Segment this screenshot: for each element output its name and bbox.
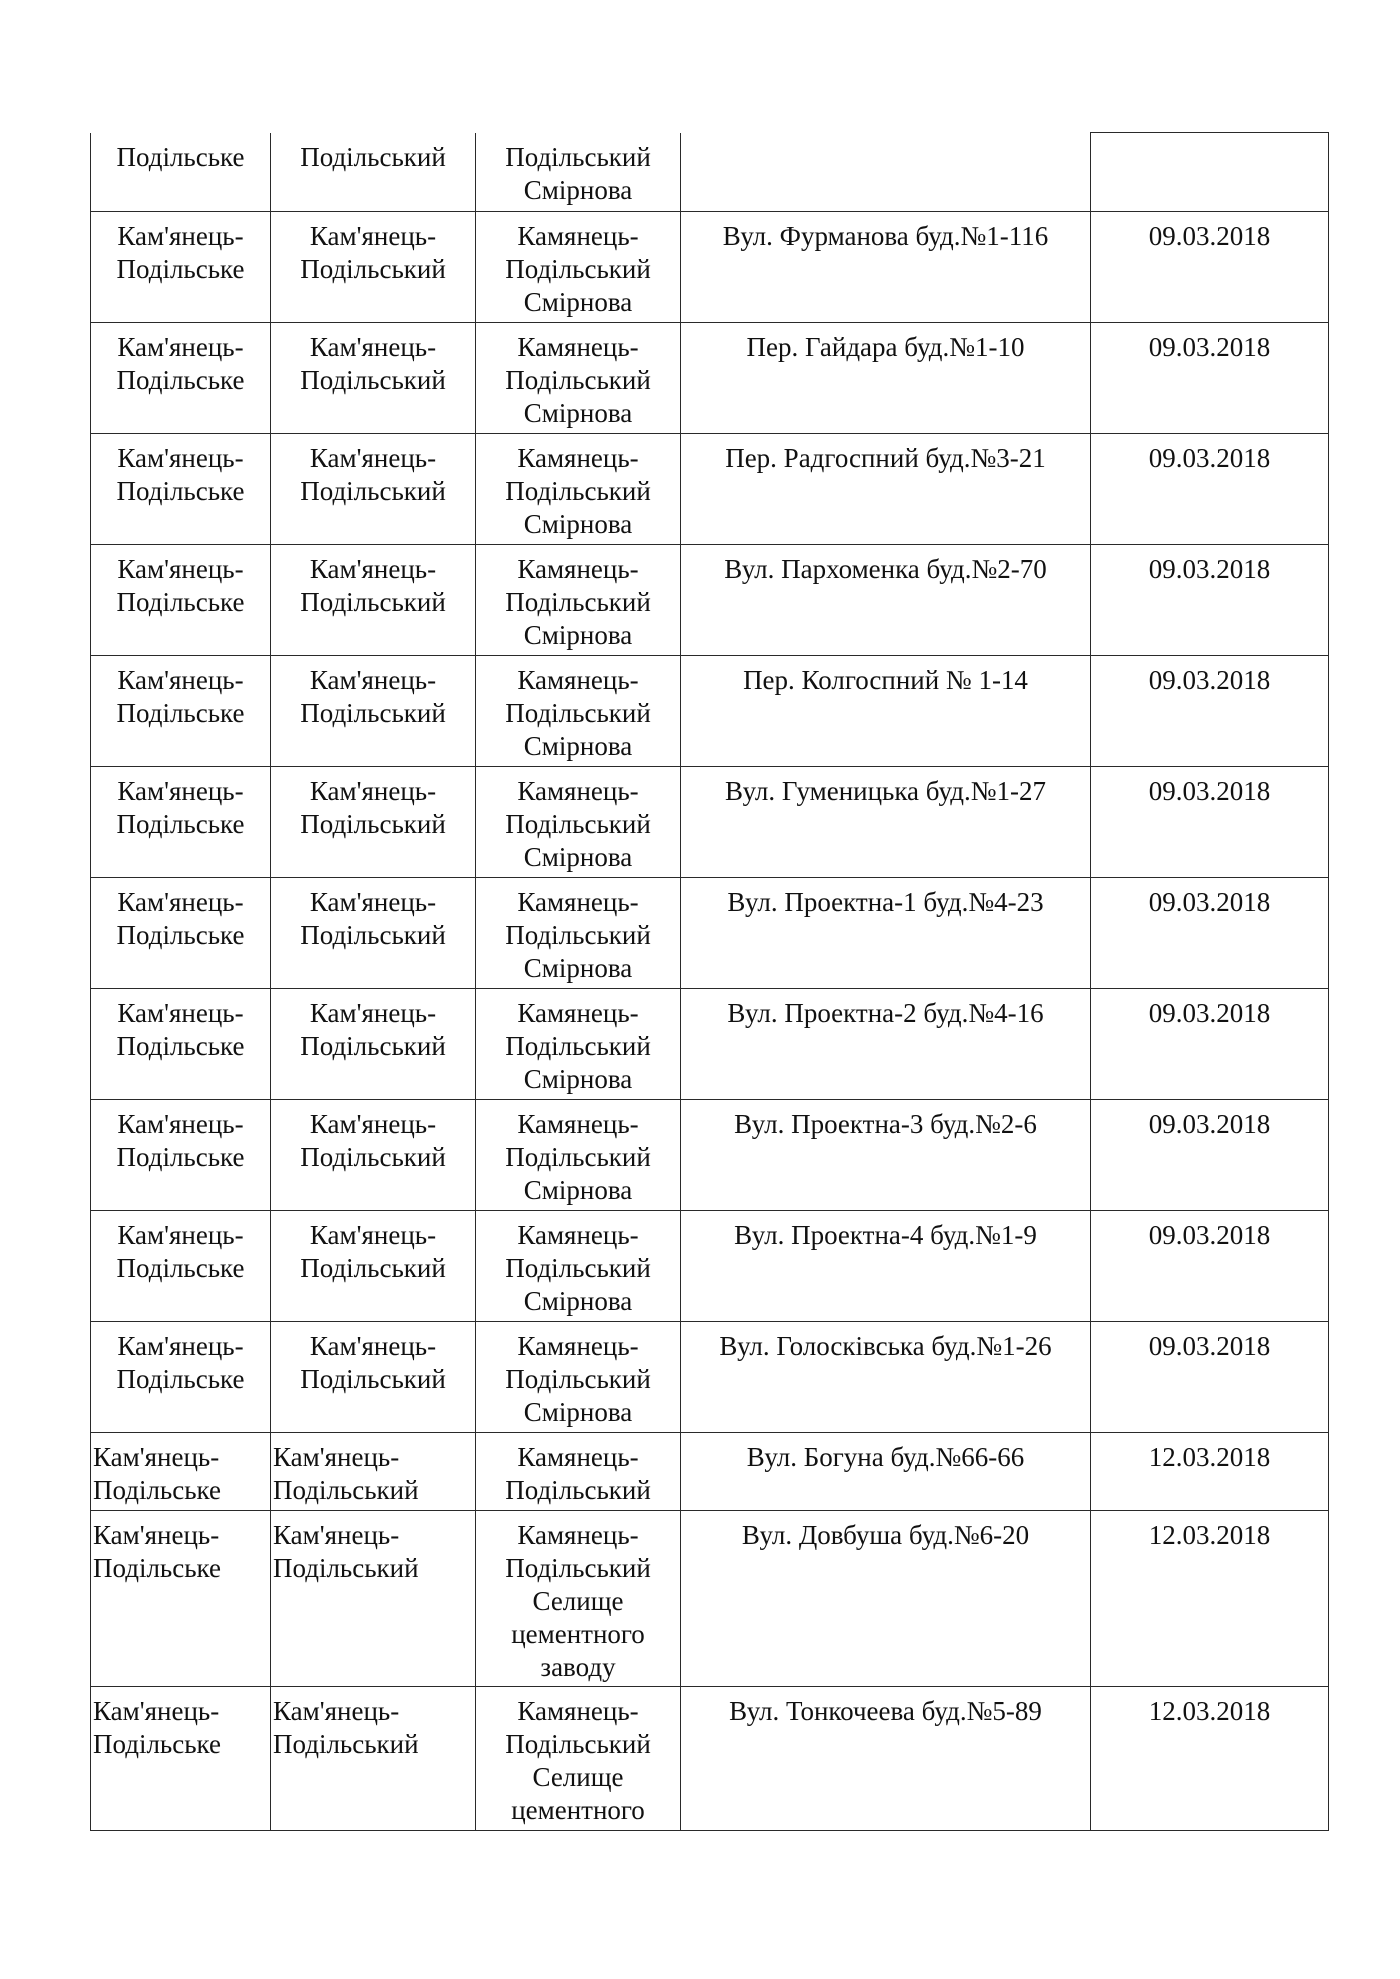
area-cell-line: Подільський — [300, 365, 446, 395]
area-cell-line: Подільський — [273, 1475, 419, 1505]
district-cell-line: Кам'янець- — [117, 332, 244, 362]
locality-cell-line: Подільський — [505, 1475, 651, 1505]
area-cell-line: Кам'янець- — [273, 1696, 400, 1726]
area-cell-line: Подільський — [300, 698, 446, 728]
district-cell-line: Подільське — [116, 365, 245, 395]
area-cell-line: Кам'янець- — [309, 443, 437, 473]
area-cell-line: Подільський — [300, 141, 446, 172]
district-cell-line: Подільське — [116, 254, 245, 284]
locality-cell-line: Камянець- — [517, 554, 639, 584]
district-cell-line: Подільське — [116, 1364, 245, 1394]
locality-cell — [476, 212, 681, 323]
address-cell: Вул. Гуменицька буд.№1-27 — [681, 767, 1091, 878]
area-cell — [271, 989, 476, 1100]
area-cell-line: Кам'янець- — [309, 1220, 437, 1250]
locality-cell — [476, 1211, 681, 1322]
locality-cell — [476, 767, 681, 878]
locality-cell — [476, 545, 681, 656]
district-cell-line: Кам'янець- — [117, 998, 244, 1028]
locality-cell-line: Камянець- — [517, 1442, 639, 1472]
area-cell — [271, 656, 476, 767]
table-row — [91, 1211, 1329, 1322]
table-body — [91, 133, 1329, 1831]
district-cell-line: Подільське — [116, 1031, 245, 1061]
locality-cell-line: Подільський — [505, 809, 651, 839]
locality-cell — [476, 878, 681, 989]
date-cell: 09.03.2018 — [1091, 545, 1329, 656]
locality-cell-line: цементного — [511, 1795, 645, 1825]
locality-cell-line: Камянець- — [517, 1696, 639, 1726]
area-cell-line: Подільський — [273, 1729, 419, 1759]
district-cell-line: Кам'янець- — [93, 1442, 220, 1472]
locality-cell-line: Камянець- — [517, 332, 639, 362]
address-cell: Вул. Голосківська буд.№1-26 — [681, 1322, 1091, 1433]
locality-cell-line: Смірнова — [523, 287, 633, 317]
locality-cell-line: Смірнова — [523, 842, 633, 872]
area-cell — [271, 1322, 476, 1433]
area-cell-line: Кам'янець- — [273, 1442, 400, 1472]
area-cell — [271, 1211, 476, 1322]
date-cell — [1091, 133, 1329, 212]
district-cell — [91, 1687, 271, 1831]
locality-cell-line: Смірнова — [523, 1286, 633, 1316]
area-cell — [271, 767, 476, 878]
date-cell: 12.03.2018 — [1091, 1433, 1329, 1511]
district-cell-line: Кам'янець- — [117, 1109, 244, 1139]
district-cell — [91, 767, 271, 878]
district-cell-line: Кам'янець- — [93, 1696, 220, 1726]
date-cell: 09.03.2018 — [1091, 1100, 1329, 1211]
district-cell — [91, 656, 271, 767]
district-cell-line: Подільське — [116, 698, 245, 728]
district-cell — [91, 1211, 271, 1322]
district-cell — [91, 434, 271, 545]
date-cell: 12.03.2018 — [1091, 1511, 1329, 1687]
date-cell: 09.03.2018 — [1091, 878, 1329, 989]
table-row — [91, 323, 1329, 434]
locality-cell-line: Смірнова — [523, 620, 633, 650]
locality-cell-line: Камянець- — [517, 221, 639, 251]
area-cell — [271, 434, 476, 545]
locality-cell-line: Камянець- — [517, 665, 639, 695]
table-row — [91, 989, 1329, 1100]
district-cell — [91, 1433, 271, 1511]
locality-cell-line: Камянець- — [517, 1109, 639, 1139]
address-cell: Вул. Проектна-1 буд.№4-23 — [681, 878, 1091, 989]
table-row — [91, 133, 1329, 212]
district-cell-line: Кам'янець- — [117, 665, 244, 695]
area-cell-line: Подільський — [300, 1142, 446, 1172]
date-cell: 09.03.2018 — [1091, 1322, 1329, 1433]
district-cell — [91, 989, 271, 1100]
address-cell — [681, 133, 1091, 212]
district-cell-line: Подільське — [93, 1553, 221, 1583]
district-cell-line: Подільське — [93, 1475, 221, 1505]
locality-cell-line: Подільський — [505, 141, 651, 172]
table-row — [91, 434, 1329, 545]
date-cell: 09.03.2018 — [1091, 656, 1329, 767]
address-cell: Вул. Фурманова буд.№1-116 — [681, 212, 1091, 323]
locality-cell — [476, 1322, 681, 1433]
area-cell-line: Кам'янець- — [309, 665, 437, 695]
table-row — [91, 1511, 1329, 1687]
locality-cell — [476, 1687, 681, 1831]
locality-cell-line: Подільський — [505, 476, 651, 506]
area-cell-line: Кам'янець- — [309, 1109, 437, 1139]
district-cell-line: Подільське — [116, 920, 245, 950]
locality-cell-line: Подільський — [505, 920, 651, 950]
locality-cell-line: Подільський — [505, 1253, 651, 1283]
locality-cell-line: Камянець- — [517, 887, 639, 917]
district-cell-line: Подільське — [93, 1729, 221, 1759]
locality-cell-line: Подільський — [505, 1553, 651, 1583]
locality-cell-line: заводу — [540, 1652, 616, 1682]
district-cell-line: Подільське — [116, 1142, 245, 1172]
locality-cell-line: Камянець- — [517, 1331, 639, 1361]
address-cell: Пер. Гайдара буд.№1-10 — [681, 323, 1091, 434]
locality-cell-line: Селище — [532, 1586, 624, 1616]
district-cell-line: Подільське — [116, 587, 245, 617]
district-cell — [91, 133, 271, 212]
area-cell-line: Подільський — [300, 1364, 446, 1394]
area-cell — [271, 1511, 476, 1687]
locality-cell — [476, 133, 681, 212]
table-row — [91, 1322, 1329, 1433]
district-cell-line: Кам'янець- — [117, 443, 244, 473]
table-row — [91, 767, 1329, 878]
district-cell-line: Кам'янець- — [93, 1520, 220, 1550]
district-cell — [91, 212, 271, 323]
locality-cell-line: Камянець- — [517, 443, 639, 473]
locality-cell-line: Смірнова — [523, 398, 633, 428]
area-cell-line: Подільський — [300, 587, 446, 617]
locality-cell-line: Смірнова — [523, 174, 633, 205]
locality-cell — [476, 323, 681, 434]
area-cell-line: Подільський — [300, 1253, 446, 1283]
locality-cell-line: Подільський — [505, 1729, 651, 1759]
area-cell-line: Подільський — [300, 254, 446, 284]
date-cell: 09.03.2018 — [1091, 212, 1329, 323]
area-cell-line: Подільський — [300, 1031, 446, 1061]
district-cell-line: Кам'янець- — [117, 776, 244, 806]
locality-cell-line: Подільський — [505, 1142, 651, 1172]
address-cell: Вул. Пархоменка буд.№2-70 — [681, 545, 1091, 656]
address-cell: Вул. Проектна-4 буд.№1-9 — [681, 1211, 1091, 1322]
address-cell: Пер. Радгоспний буд.№3-21 — [681, 434, 1091, 545]
table-row — [91, 656, 1329, 767]
address-cell: Вул. Богуна буд.№66-66 — [681, 1433, 1091, 1511]
area-cell-line: Кам'янець- — [273, 1520, 400, 1550]
locality-cell-line: Селище — [532, 1762, 624, 1792]
table-row — [91, 1100, 1329, 1211]
district-cell — [91, 1511, 271, 1687]
date-cell: 09.03.2018 — [1091, 1211, 1329, 1322]
locality-cell-line: Смірнова — [523, 1397, 633, 1427]
locality-cell — [476, 1100, 681, 1211]
area-cell-line: Подільський — [300, 920, 446, 950]
area-cell — [271, 212, 476, 323]
district-cell-line: Кам'янець- — [117, 554, 244, 584]
address-cell: Вул. Проектна-2 буд.№4-16 — [681, 989, 1091, 1100]
table-row — [91, 1687, 1329, 1831]
locality-cell-line: Камянець- — [517, 1220, 639, 1250]
area-cell — [271, 133, 476, 212]
address-cell: Вул. Проектна-3 буд.№2-6 — [681, 1100, 1091, 1211]
locality-cell — [476, 434, 681, 545]
area-cell — [271, 1687, 476, 1831]
area-cell-line: Кам'янець- — [309, 776, 437, 806]
area-cell-line: Кам'янець- — [309, 221, 437, 251]
area-cell-line: Кам'янець- — [309, 887, 437, 917]
area-cell — [271, 323, 476, 434]
address-cell: Вул. Тонкочеева буд.№5-89 — [681, 1687, 1091, 1831]
table-row — [91, 212, 1329, 323]
district-cell-line: Кам'янець- — [117, 887, 244, 917]
locality-cell-line: Камянець- — [517, 998, 639, 1028]
date-cell: 09.03.2018 — [1091, 323, 1329, 434]
district-cell-line: Подільське — [116, 141, 245, 172]
area-cell — [271, 545, 476, 656]
district-cell-line: Подільське — [116, 809, 245, 839]
outage-schedule-table — [90, 132, 1329, 1831]
district-cell — [91, 1322, 271, 1433]
address-cell: Вул. Довбуша буд.№6-20 — [681, 1511, 1091, 1687]
district-cell-line: Подільське — [116, 1253, 245, 1283]
area-cell — [271, 1100, 476, 1211]
locality-cell — [476, 989, 681, 1100]
area-cell-line: Подільський — [273, 1553, 419, 1583]
area-cell-line: Подільський — [300, 809, 446, 839]
area-cell-line: Кам'янець- — [309, 554, 437, 584]
area-cell-line: Кам'янець- — [309, 1331, 437, 1361]
district-cell — [91, 323, 271, 434]
locality-cell-line: Подільський — [505, 365, 651, 395]
district-cell-line: Кам'янець- — [117, 221, 244, 251]
locality-cell — [476, 656, 681, 767]
locality-cell-line: Смірнова — [523, 1064, 633, 1094]
locality-cell-line: Камянець- — [517, 1520, 639, 1550]
area-cell — [271, 878, 476, 989]
table-row — [91, 545, 1329, 656]
area-cell-line: Подільський — [300, 476, 446, 506]
area-cell-line: Кам'янець- — [309, 998, 437, 1028]
table-row — [91, 878, 1329, 989]
area-cell-line: Кам'янець- — [309, 332, 437, 362]
locality-cell-line: Смірнова — [523, 1175, 633, 1205]
locality-cell-line: Камянець- — [517, 776, 639, 806]
district-cell-line: Кам'янець- — [117, 1220, 244, 1250]
date-cell: 12.03.2018 — [1091, 1687, 1329, 1831]
locality-cell-line: Смірнова — [523, 953, 633, 983]
district-cell — [91, 878, 271, 989]
table-row — [91, 1433, 1329, 1511]
locality-cell — [476, 1511, 681, 1687]
address-cell: Пер. Колгоспний № 1-14 — [681, 656, 1091, 767]
date-cell: 09.03.2018 — [1091, 434, 1329, 545]
district-cell — [91, 1100, 271, 1211]
date-cell: 09.03.2018 — [1091, 989, 1329, 1100]
locality-cell-line: Подільський — [505, 1031, 651, 1061]
locality-cell-line: цементного — [511, 1619, 645, 1649]
locality-cell-line: Подільський — [505, 1364, 651, 1394]
locality-cell-line: Смірнова — [523, 731, 633, 761]
locality-cell-line: Подільський — [505, 587, 651, 617]
locality-cell — [476, 1433, 681, 1511]
area-cell — [271, 1433, 476, 1511]
locality-cell-line: Подільський — [505, 698, 651, 728]
date-cell: 09.03.2018 — [1091, 767, 1329, 878]
locality-cell-line: Смірнова — [523, 509, 633, 539]
district-cell — [91, 545, 271, 656]
district-cell-line: Кам'янець- — [117, 1331, 244, 1361]
district-cell-line: Подільське — [116, 476, 245, 506]
locality-cell-line: Подільський — [505, 254, 651, 284]
